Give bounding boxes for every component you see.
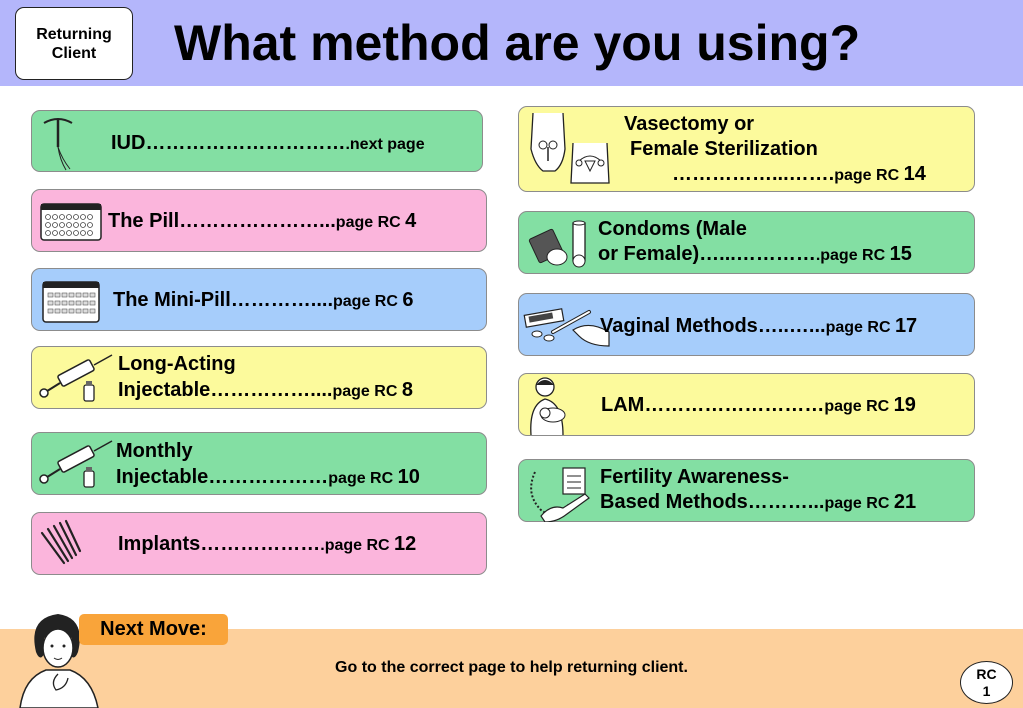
method-card-iud[interactable] xyxy=(31,110,483,172)
method-ref-mini-pill: page RC xyxy=(333,293,403,310)
method-label2-long-acting: Injectable…………….... xyxy=(118,379,333,401)
method-card-lam[interactable] xyxy=(518,373,975,436)
method-ref-implants: .page RC xyxy=(320,537,395,554)
method-ref-lam: page RC xyxy=(824,398,894,415)
beads-calendar-icon xyxy=(523,464,597,522)
method-ref-long-acting: page RC xyxy=(332,383,402,400)
method-label-pill: The Pill…………………... xyxy=(108,210,336,232)
breastfeeding-mother-icon xyxy=(523,375,575,437)
mini-pill-pack-icon xyxy=(42,281,100,323)
method-card-pill[interactable] xyxy=(31,189,487,252)
method-label-monthly: Monthly xyxy=(116,440,193,462)
method-label-fertility: Fertility Awareness- xyxy=(600,466,789,488)
page-number-line1: RC xyxy=(976,665,997,682)
spermicide-applicator-icon xyxy=(523,302,611,350)
method-card-condoms[interactable] xyxy=(518,211,975,274)
method-label-lam: LAM……………………… xyxy=(601,394,825,416)
method-page-condoms: 15 xyxy=(889,243,912,265)
method-page-vaginal: 17 xyxy=(894,315,918,337)
method-card-vaginal-methods[interactable] xyxy=(518,293,975,356)
method-page-pill: 4 xyxy=(405,210,417,232)
method-page-lam: 19 xyxy=(893,394,916,416)
method-page-long-acting: 8 xyxy=(401,379,413,401)
method-label-sterilization: Vasectomy or xyxy=(624,113,755,135)
method-label-implants: Implants……………… xyxy=(118,533,321,555)
implants-icon xyxy=(38,517,82,569)
condom-icon xyxy=(523,217,597,271)
method-label-long-acting: Long-Acting xyxy=(118,353,236,375)
page-number-line2: 1 xyxy=(982,682,991,699)
method-page-sterilization: 14 xyxy=(903,163,926,185)
method-ref-monthly: page RC xyxy=(328,470,398,487)
method-card-mini-pill[interactable] xyxy=(31,268,487,331)
next-move-label: Next Move: xyxy=(79,614,228,645)
badge-line2: Client xyxy=(51,44,97,62)
method-label3-sterilization: ……………...……. xyxy=(672,163,835,185)
method-label2-sterilization: Female Sterilization xyxy=(630,138,818,160)
page-title: What method are you using? xyxy=(174,15,861,71)
method-card-monthly-injectable[interactable] xyxy=(31,432,487,495)
method-ref-iud: .next page xyxy=(345,136,425,153)
method-label-vaginal: Vaginal Methods…..…... xyxy=(600,315,826,337)
returning-client-badge xyxy=(15,7,133,80)
syringe-icon xyxy=(36,353,114,405)
method-label2-condoms: or Female)…...………… xyxy=(598,243,816,265)
method-card-fertility-awareness[interactable] xyxy=(518,459,975,522)
syringe-icon xyxy=(36,439,114,491)
method-card-implants[interactable] xyxy=(31,512,487,575)
method-ref-pill: page RC xyxy=(335,214,406,231)
method-label-condoms: Condoms (Male xyxy=(598,218,747,240)
method-label2-monthly: Injectable……………… xyxy=(116,466,329,488)
method-ref-condoms: .page RC xyxy=(815,247,890,264)
method-label-iud: IUD………………………… xyxy=(111,132,346,154)
iud-icon xyxy=(38,113,78,171)
badge-line1: Returning xyxy=(36,25,112,43)
pill-pack-icon xyxy=(40,203,102,241)
method-page-monthly: 10 xyxy=(397,466,420,488)
method-page-fertility: 21 xyxy=(893,491,917,513)
footer-instruction: Go to the correct page to help returning client. xyxy=(335,659,688,676)
method-ref-fertility: page RC xyxy=(824,495,894,512)
method-page-mini-pill: 6 xyxy=(402,289,414,311)
method-label2-fertility: Based Methods………... xyxy=(600,491,825,513)
method-label-mini-pill: The Mini-Pill………….... xyxy=(113,289,333,311)
page-number-badge xyxy=(960,661,1013,704)
method-ref-vaginal: page RC xyxy=(825,319,895,336)
method-card-long-acting-injectable[interactable] xyxy=(31,346,487,409)
method-card-sterilization[interactable] xyxy=(518,106,975,192)
method-page-implants: 12 xyxy=(394,533,417,555)
sterilization-anatomy-icon xyxy=(521,109,621,191)
method-ref-sterilization: page RC xyxy=(834,167,904,184)
